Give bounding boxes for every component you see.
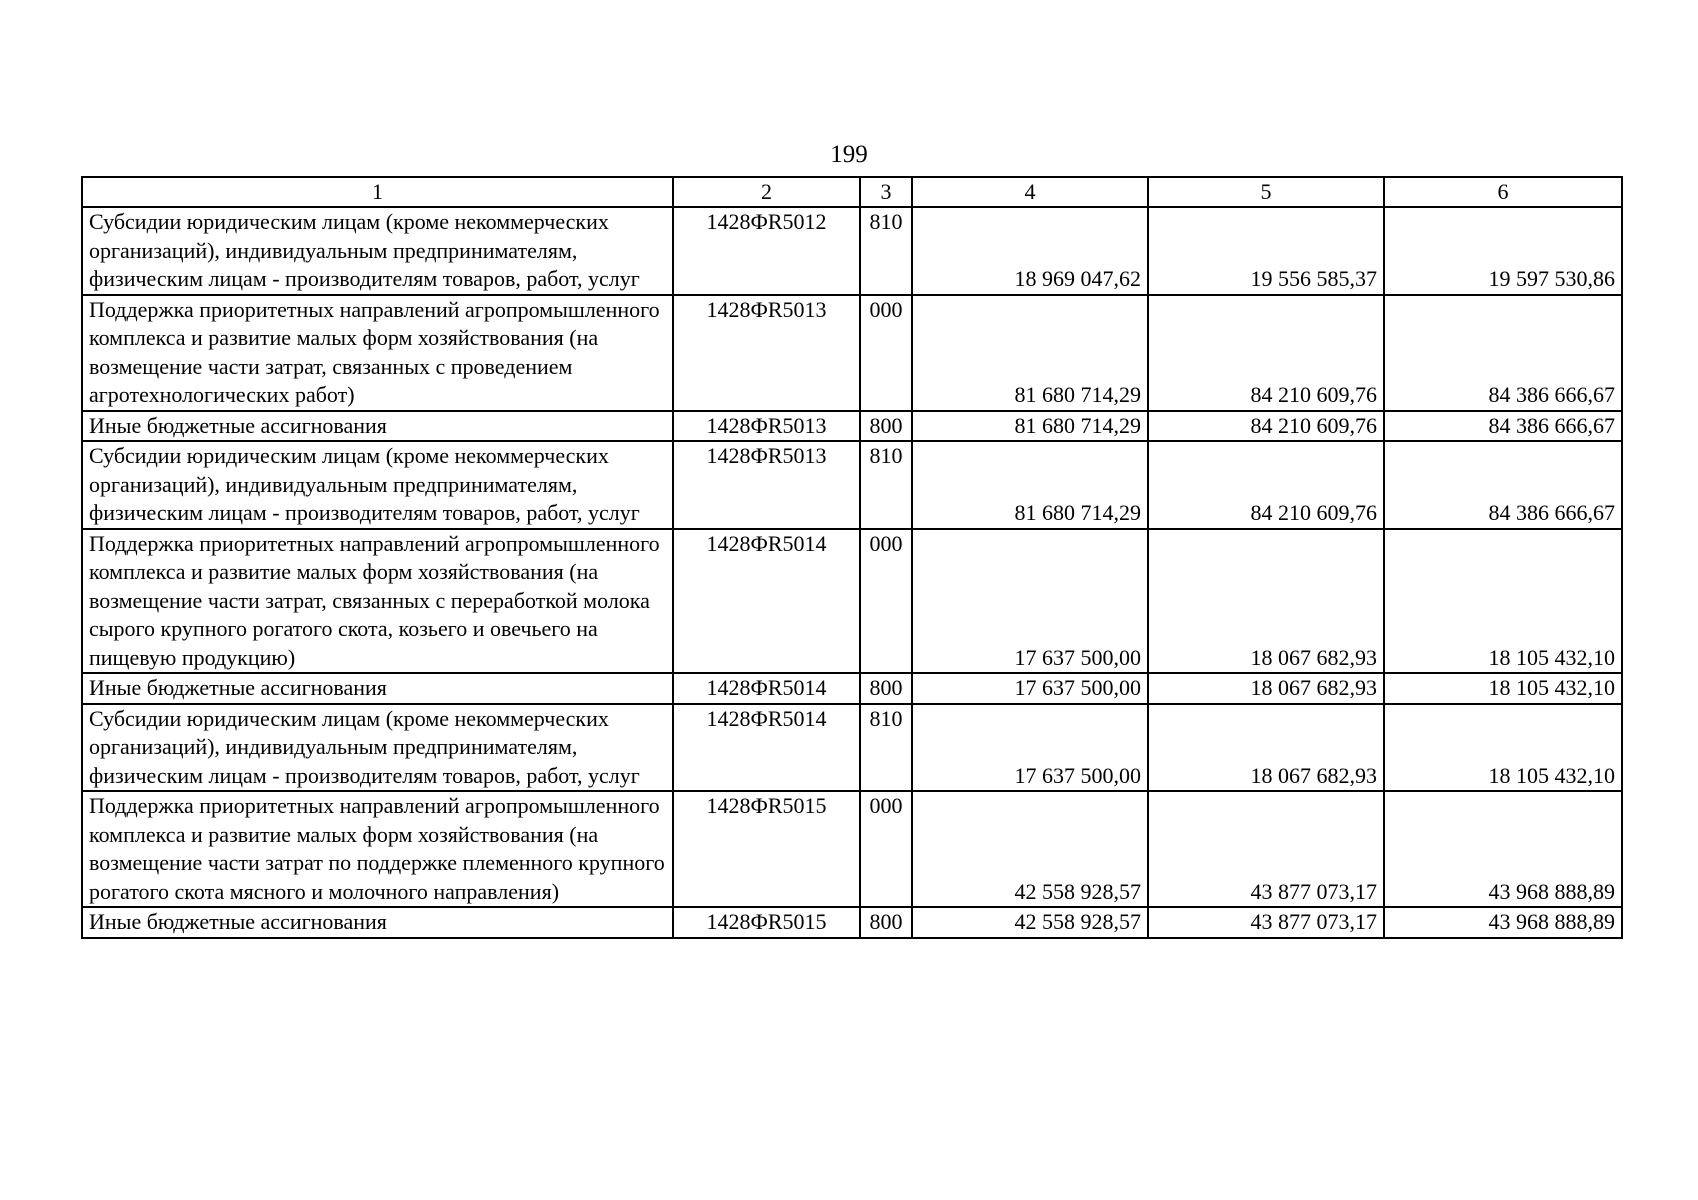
row-value-6: 18 105 432,10 <box>1384 673 1622 704</box>
row-name: Иные бюджетные ассигнования <box>82 907 673 938</box>
column-header-5: 5 <box>1148 177 1384 207</box>
column-header-2: 2 <box>673 177 860 207</box>
row-type: 000 <box>860 791 912 907</box>
column-header-4: 4 <box>912 177 1148 207</box>
table-row <box>82 295 1622 411</box>
budget-table <box>81 176 1623 939</box>
row-value-4: 18 969 047,62 <box>912 207 1148 295</box>
page-number: 199 <box>830 141 868 168</box>
table-row <box>82 907 1622 938</box>
row-value-5: 19 556 585,37 <box>1148 207 1384 295</box>
row-value-6: 18 105 432,10 <box>1384 704 1622 792</box>
row-type: 000 <box>860 529 912 674</box>
row-type: 810 <box>860 441 912 529</box>
row-value-5: 84 210 609,76 <box>1148 411 1384 442</box>
row-value-4: 42 558 928,57 <box>912 791 1148 907</box>
row-value-6: 18 105 432,10 <box>1384 529 1622 674</box>
table-row <box>82 529 1622 674</box>
table-row <box>82 207 1622 295</box>
row-value-4: 81 680 714,29 <box>912 441 1148 529</box>
table-row <box>82 704 1622 792</box>
row-value-5: 43 877 073,17 <box>1148 907 1384 938</box>
row-code: 1428ФR5012 <box>673 207 860 295</box>
row-value-5: 84 210 609,76 <box>1148 441 1384 529</box>
row-value-6: 19 597 530,86 <box>1384 207 1622 295</box>
row-code: 1428ФR5013 <box>673 441 860 529</box>
row-code: 1428ФR5013 <box>673 411 860 442</box>
row-name: Поддержка приоритетных направлений агропромышленного комплекса и развитие малых форм хозяйствования (на возмещение части затрат, связанных с переработкой молока сырого крупного рогатого скота, козьего и овечьего на пищевую продукцию) <box>82 529 673 674</box>
row-value-4: 17 637 500,00 <box>912 673 1148 704</box>
row-code: 1428ФR5014 <box>673 704 860 792</box>
table-row <box>82 411 1622 442</box>
row-value-6: 84 386 666,67 <box>1384 295 1622 411</box>
row-value-4: 17 637 500,00 <box>912 529 1148 674</box>
row-type: 810 <box>860 207 912 295</box>
row-value-5: 84 210 609,76 <box>1148 295 1384 411</box>
row-value-4: 81 680 714,29 <box>912 295 1148 411</box>
row-value-4: 17 637 500,00 <box>912 704 1148 792</box>
row-name: Субсидии юридическим лицам (кроме некоммерческих организаций), индивидуальным предпринимателям, физическим лицам - производителям товаров, работ, услуг <box>82 704 673 792</box>
column-header-3: 3 <box>860 177 912 207</box>
row-type: 800 <box>860 673 912 704</box>
row-value-4: 42 558 928,57 <box>912 907 1148 938</box>
row-name: Иные бюджетные ассигнования <box>82 411 673 442</box>
table-row <box>82 441 1622 529</box>
header-row <box>82 177 1622 207</box>
row-name: Иные бюджетные ассигнования <box>82 673 673 704</box>
row-name: Поддержка приоритетных направлений агропромышленного комплекса и развитие малых форм хозяйствования (на возмещение части затрат, связанных с проведением агротехнологических работ) <box>82 295 673 411</box>
row-value-6: 43 968 888,89 <box>1384 907 1622 938</box>
row-code: 1428ФR5014 <box>673 673 860 704</box>
row-value-5: 43 877 073,17 <box>1148 791 1384 907</box>
row-name: Поддержка приоритетных направлений агропромышленного комплекса и развитие малых форм хозяйствования (на возмещение части затрат по поддержке племенного крупного рогатого скота мясного и молочного направления) <box>82 791 673 907</box>
row-value-5: 18 067 682,93 <box>1148 704 1384 792</box>
row-code: 1428ФR5014 <box>673 529 860 674</box>
row-name: Субсидии юридическим лицам (кроме некоммерческих организаций), индивидуальным предпринимателям, физическим лицам - производителям товаров, работ, услуг <box>82 441 673 529</box>
row-type: 800 <box>860 907 912 938</box>
row-name: Субсидии юридическим лицам (кроме некоммерческих организаций), индивидуальным предпринимателям, физическим лицам - производителям товаров, работ, услуг <box>82 207 673 295</box>
column-header-6: 6 <box>1384 177 1622 207</box>
row-code: 1428ФR5013 <box>673 295 860 411</box>
row-value-5: 18 067 682,93 <box>1148 673 1384 704</box>
row-value-6: 84 386 666,67 <box>1384 411 1622 442</box>
row-value-6: 84 386 666,67 <box>1384 441 1622 529</box>
row-code: 1428ФR5015 <box>673 791 860 907</box>
row-type: 810 <box>860 704 912 792</box>
row-code: 1428ФR5015 <box>673 907 860 938</box>
table-row <box>82 673 1622 704</box>
row-type: 800 <box>860 411 912 442</box>
row-value-5: 18 067 682,93 <box>1148 529 1384 674</box>
table-row <box>82 791 1622 907</box>
column-header-1: 1 <box>82 177 673 207</box>
row-type: 000 <box>860 295 912 411</box>
row-value-6: 43 968 888,89 <box>1384 791 1622 907</box>
row-value-4: 81 680 714,29 <box>912 411 1148 442</box>
